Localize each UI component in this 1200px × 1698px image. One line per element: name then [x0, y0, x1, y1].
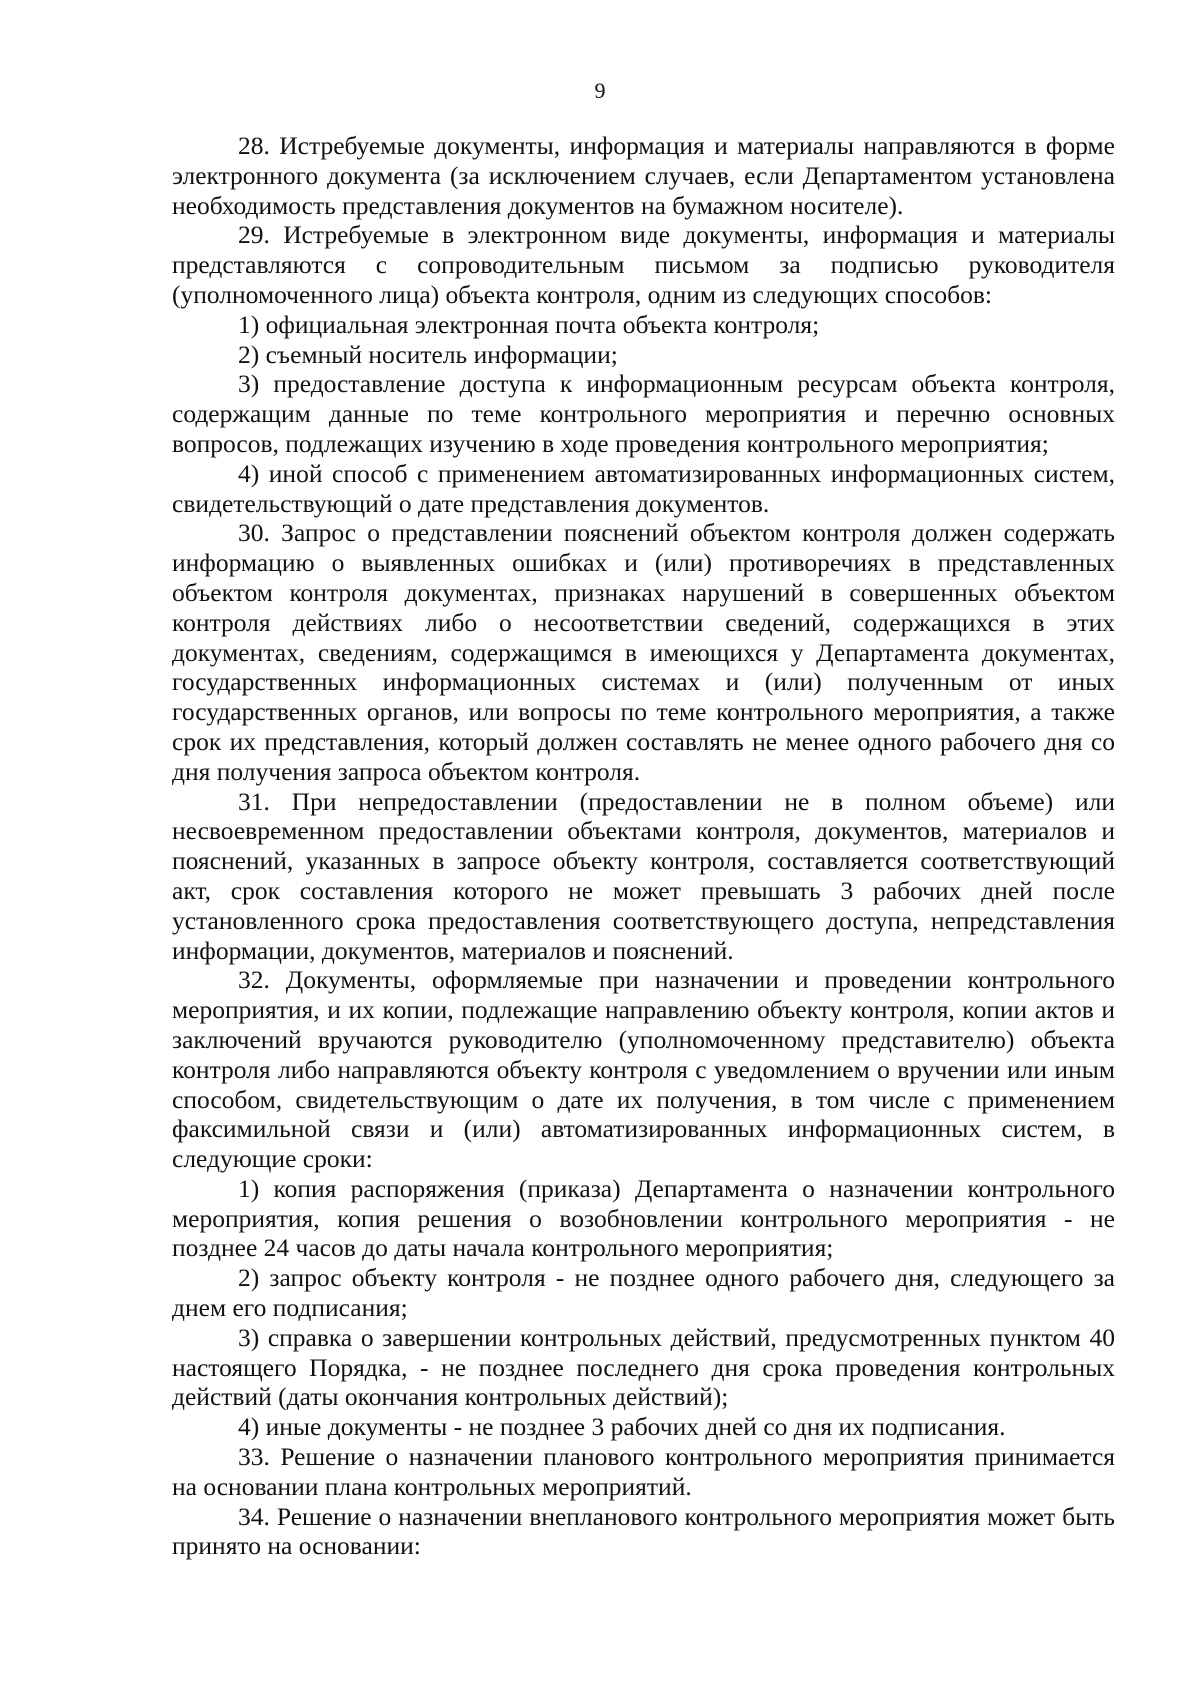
list-item-29-3: 3) предоставление доступа к информационным ресурсам объекта контроля, содержащим данные по теме контрольного мероприятия и перечню основных вопросов, подлежащих изучению в ходе проведения контрольного мероприятия; — [172, 369, 1115, 458]
paragraph-30: 30. Запрос о представлении пояснений объектом контроля должен содержать информацию о выявленных ошибках и (или) противоречиях в представленных объектом контроля документах, признаках нарушений в совершенных объектом контроля действиях либо о несоответствии сведений, содержащихся в этих документах, сведениям, содержащимся в имеющихся у Департамента документах, государственных информационных системах и (или) полученным от иных государственных органов, или вопросы по теме контрольного мероприятия, а также срок их представления, который должен составлять не менее одного рабочего дня со дня получения запроса объектом контроля. — [172, 518, 1115, 786]
list-item-29-1: 1) официальная электронная почта объекта контроля; — [238, 309, 820, 339]
paragraph-29: 29. Истребуемые в электронном виде документы, информация и материалы представляются с сопроводительным письмом за подписью руководителя (уполномоченного лица) объекта контроля, одним из следующих способов: — [172, 220, 1115, 309]
list-item-32-4: 4) иные документы - не позднее 3 рабочих дней со дня их подписания. — [238, 1412, 1006, 1442]
document-body — [172, 131, 1115, 1561]
paragraph-31: 31. При непредоставлении (предоставлении не в полном объеме) или несвоевременном предоставлении объектами контроля, документов, материалов и пояснений, указанных в запросе объекту контроля, составляется соответствующий акт, срок составления которого не может превышать 3 рабочих дней после установленного срока предоставления соответствующего доступа, непредставления информации, документов, материалов и пояснений. — [172, 786, 1115, 965]
list-item-32-3: 3) справка о завершении контрольных действий, предусмотренных пунктом 40 настоящего Порядка, - не позднее последнего дня срока проведения контрольных действий (даты окончания контрольных действий); — [172, 1322, 1115, 1412]
paragraph-34: 34. Решение о назначении внепланового контрольного мероприятия может быть принято на основании: — [172, 1501, 1115, 1561]
paragraph-33: 33. Решение о назначении планового контрольного мероприятия принимается на основании плана контрольных мероприятий. — [172, 1442, 1115, 1501]
paragraph-28: 28. Истребуемые документы, информация и материалы направляются в форме электронного документа (за исключением случаев, если Департаментом установлена необходимость представления документов на бумажном носителе). — [172, 131, 1115, 220]
paragraph-32: 32. Документы, оформляемые при назначении и проведении контрольного мероприятия, и их копии, подлежащие направлению объекту контроля, копии актов и заключений вручаются руководителю (уполномоченному представителю) объекта контроля либо направляются объекту контроля с уведомлением о вручении или иным способом, свидетельствующим о дате их получения, в том числе с применением факсимильной связи и (или) автоматизированных информационных систем, в следующие сроки: — [172, 965, 1115, 1174]
list-item-32-1: 1) копия распоряжения (приказа) Департамента о назначении контрольного мероприятия, копия решения о возобновлении контрольного мероприятия - не позднее 24 часов до даты начала контрольного мероприятия; — [172, 1173, 1115, 1263]
list-item-29-4: 4) иной способ с применением автоматизированных информационных систем, свидетельствующий о дате представления документов. — [172, 458, 1115, 518]
list-item-32-2: 2) запрос объекту контроля - не позднее одного рабочего дня, следующего за днем его подписания; — [172, 1263, 1115, 1323]
page-number: 9 — [594, 78, 606, 103]
list-item-29-2: 2) съемный носитель информации; — [238, 339, 618, 369]
